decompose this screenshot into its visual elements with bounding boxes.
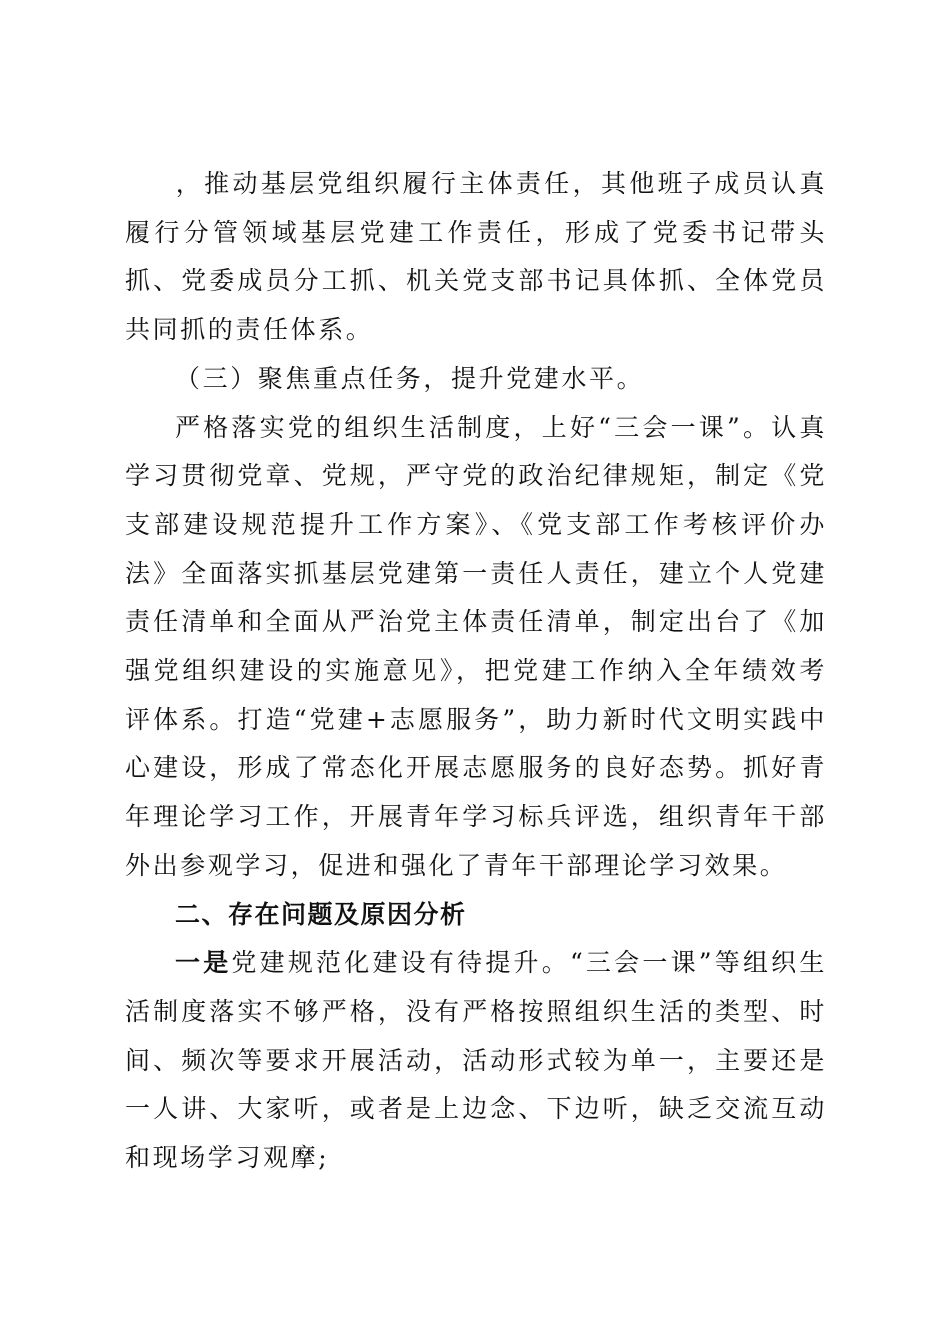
subheading-key-tasks bbox=[125, 355, 827, 404]
document-body bbox=[125, 160, 827, 1183]
paragraph-problem-one bbox=[125, 939, 827, 1183]
paragraph-organization-life bbox=[125, 404, 827, 891]
heading-text: 二、存在问题及原因分析 bbox=[175, 899, 467, 929]
subheading-text: （三）聚焦重点任务，提升党建水平。 bbox=[175, 363, 645, 393]
paragraph-text: 党建规范化建设有待提升。“三会一课”等组织生活制度落实不够严格，没有严格按照组织生活的类型、时间、频次等要求开展活动，活动形式较为单一，主要还是一人讲、大家听，或者是上边念、下边听，缺乏交流互动和现场学习观摩; bbox=[125, 948, 827, 1173]
paragraph-lead: 一是 bbox=[175, 948, 232, 978]
paragraph-text: 严格落实党的组织生活制度，上好“三会一课”。认真学习贯彻党章、党规，严守党的政治纪律规矩，制定《党支部建设规范提升工作方案》、《党支部工作考核评价办法》全面落实抓基层党建第一责任人责任，建立个人党建责任清单和全面从严治党主体责任清单，制定出台了《加强党组织建设的实施意见》，把党建工作纳入全年绩效考评体系。打造“党建+志愿服务”，助力新时代文明实践中心建设，形成了常态化开展志愿服务的良好态势。抓好青年理论学习工作，开展青年学习标兵评选，组织青年干部外出参观学习，促进和强化了青年干部理论学习效果。 bbox=[125, 412, 827, 880]
section-heading-problems bbox=[125, 891, 827, 940]
paragraph-text: ，推动基层党组织履行主体责任，其他班子成员认真履行分管领域基层党建工作责任，形成了党委书记带头抓、党委成员分工抓、机关党支部书记具体抓、全体党员共同抓的责任体系。 bbox=[125, 169, 827, 345]
paragraph-responsibility-system bbox=[125, 160, 827, 355]
